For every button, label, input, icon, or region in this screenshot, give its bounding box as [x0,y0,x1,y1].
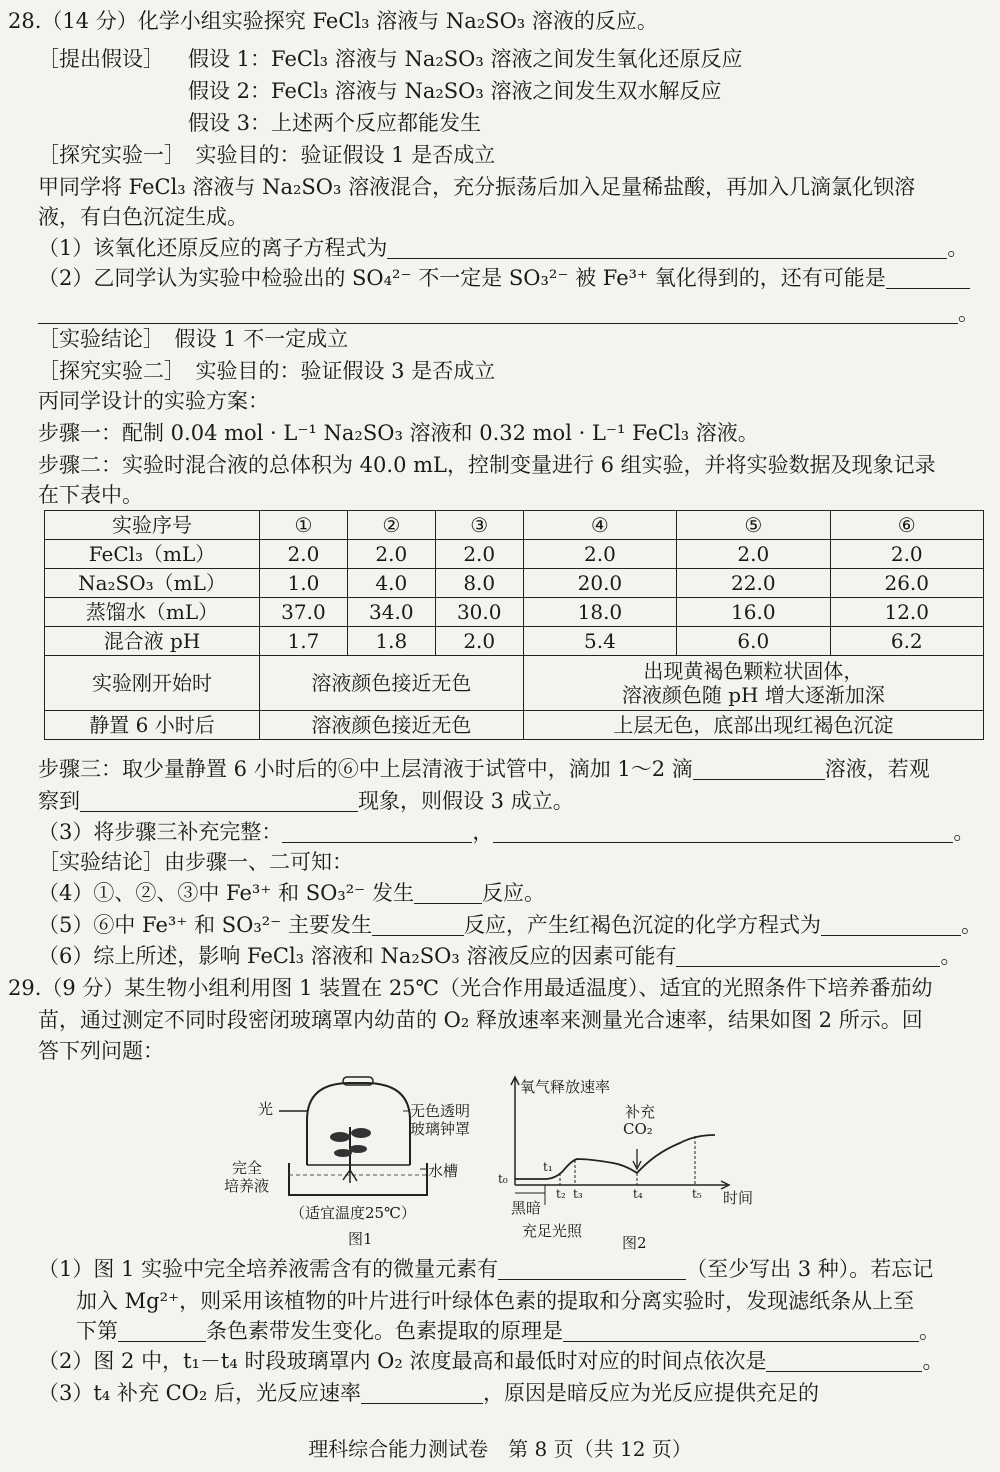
tick-t4: t₄ [633,1187,643,1201]
experiment-1-desc: 甲同学将 FeCl₃ 溶液与 Na₂SO₃ 溶液混合，充分振荡后加入足量稀盐酸，再加入几滴氯化钡溶 [38,175,916,199]
table-cell-line: 溶液颜色随 pH 增大逐渐加深 [621,683,885,707]
step-3-tail: 溶液，若观 [824,757,930,781]
answer-blank[interactable] [498,1257,686,1280]
rate-curve [545,1135,715,1179]
question-29-1 [38,1254,933,1284]
q28-title: 28.（14 分）化学小组实验探究 FeCl₃ 溶液与 Na₂SO₃ 溶液的反应。 [8,9,658,33]
question-28-5-text: （5）⑥中 Fe³⁺ 和 SO₃²⁻ 主要发生 [38,913,372,937]
table-header-cell: ④ [523,511,676,540]
table-cell: 实验刚开始时 [45,656,260,711]
table-header-cell: ③ [435,511,523,540]
conclusion-1: ［实验结论］ 假设 1 不一定成立 [38,327,349,351]
table-header-row [45,511,984,540]
step-3-cont [38,786,574,816]
hypothesis-label: ［提出假设］ [38,47,164,71]
question-28-5 [38,910,982,940]
tick-t5: t₅ [692,1187,702,1201]
table-cell: 蒸馏水（mL） [45,598,260,627]
label-nutrient-2: 培养液 [224,1177,270,1195]
table-cell: 静置 6 小时后 [45,711,260,740]
table-cell: 4.0 [347,569,435,598]
question-29-1-end-tail: 条色素带发生变化。色素提取的原理是 [206,1319,563,1343]
table-cell: 2.0 [347,540,435,569]
experiment-1-heading: ［探究实验一］ 实验目的：验证假设 1 是否成立 [38,143,496,167]
table-header-cell: 实验序号 [45,511,260,540]
question-28-4-tail: 反应。 [481,881,545,905]
question-28-3 [38,817,974,847]
q29-intro: 29.（9 分）某生物小组利用图 1 装置在 25℃（光合作用最适温度）、适宜的光照条件下培养番茄幼 [8,976,933,1000]
table-row [45,569,984,598]
plant-leaf [330,1132,350,1142]
question-29-2 [38,1346,943,1376]
question-28-6 [38,941,961,971]
label-supplement: 补充 [625,1103,656,1121]
table-row [45,627,984,656]
answer-blank[interactable] [693,757,825,780]
tick-t3: t₃ [573,1187,583,1201]
label-dome: 无色透明 [410,1102,471,1120]
table-cell: 18.0 [523,598,676,627]
hypothesis-2: 假设 2：FeCl₃ 溶液与 Na₂SO₃ 溶液之间发生双水解反应 [188,79,722,103]
plant-leaf [334,1149,352,1157]
answer-blank[interactable] [493,820,953,843]
table-cell: 6.2 [830,627,984,656]
experiment-1-desc-cont: 液，有白色沉淀生成。 [38,205,248,229]
question-28-4 [38,878,545,908]
question-28-2-text: （2）乙同学认为实验中检验出的 SO₄²⁻ 不一定是 SO₃²⁻ 被 Fe³⁺ 氧化得到的，还有可能是 [38,266,886,290]
question-29-1-text: （1）图 1 实验中完全培养液需含有的微量元素有 [38,1257,499,1281]
table-cell-line: 出现黄褐色颗粒状固体， [643,659,864,683]
plant-leaf [351,1128,371,1138]
table-cell: 混合液 pH [45,627,260,656]
label-light: 光 [258,1100,274,1118]
table-row [45,656,984,711]
question-28-3-text: （3）将步骤三补充完整： [38,820,283,844]
page-footer: 理科综合能力测试卷 第 8 页（共 12 页） [308,1437,692,1461]
question-29-1-tail: （至少写出 3 种）。若忘记 [686,1257,934,1281]
step-1: 步骤一：配制 0.04 mol · L⁻¹ Na₂SO₃ 溶液和 0.32 mol · L⁻¹ FeCl₃ 溶液。 [38,421,759,445]
table-cell: 22.0 [677,569,830,598]
period: 。 [940,944,962,968]
label-temperature: （适宜温度25℃） [290,1204,416,1222]
table-cell: 1.0 [260,569,348,598]
question-29-3-tail: ，原因是暗反应为光反应提供充足的 [482,1381,819,1405]
answer-blank[interactable] [387,236,947,259]
experiment-table [44,510,984,740]
plan-intro: 丙同学设计的实验方案： [38,389,269,413]
figure-2-caption: 图2 [622,1234,647,1252]
answer-blank[interactable] [372,913,464,936]
step-3-cont-head: 察到 [38,789,80,813]
table-cell: 溶液颜色接近无色 [260,656,524,711]
table-row [45,711,984,740]
label-nutrient: 完全 [232,1159,263,1177]
comma: ， [472,820,494,844]
answer-blank[interactable] [886,266,970,289]
hypothesis-1: 假设 1：FeCl₃ 溶液与 Na₂SO₃ 溶液之间发生氧化还原反应 [188,47,743,71]
plant-roots [343,1170,357,1183]
answer-blank[interactable] [766,1349,922,1372]
period: 。 [960,913,982,937]
question-29-1-end-head: 下第 [76,1319,118,1343]
answer-blank[interactable] [676,944,940,967]
table-cell: 2.0 [677,540,830,569]
question-28-2 [38,263,970,293]
step-2: 步骤二：实验时混合液的总体积为 40.0 mL，控制变量进行 6 组实验，并将实验数据及现象记录 [38,453,936,477]
answer-blank[interactable] [80,789,358,812]
step-3 [38,754,930,784]
table-header-cell: ② [347,511,435,540]
table-cell: 37.0 [260,598,348,627]
experiment-2-heading: ［探究实验二］ 实验目的：验证假设 3 是否成立 [38,359,496,383]
tick-t1: t₁ [543,1160,553,1174]
answer-blank[interactable] [821,913,961,936]
q29-intro-cont: 苗，通过测定不同时段密闭玻璃罩内幼苗的 O₂ 释放速率来测量光合速率，结果如图 2 所示。回 [38,1008,923,1032]
figure-1-caption: 图1 [348,1230,373,1248]
question-28-1 [38,233,968,263]
answer-blank[interactable] [118,1319,206,1342]
answer-blank[interactable] [361,1381,483,1404]
period: 。 [922,1349,944,1373]
table-header-cell: ① [260,511,348,540]
table-cell: 1.8 [347,627,435,656]
question-29-1-end [76,1316,940,1346]
table-header-cell: ⑥ [830,511,984,540]
table-cell: Na₂SO₃（mL） [45,569,260,598]
step-3-cont-tail: 现象，则假设 3 成立。 [358,789,574,813]
table-cell: FeCl₃（mL） [45,540,260,569]
question-28-1-text: （1）该氧化还原反应的离子方程式为 [38,236,388,260]
table-cell: 2.0 [435,540,523,569]
tick-t2: t₂ [556,1187,566,1201]
label-tank: 水槽 [428,1162,459,1180]
table-cell: 34.0 [347,598,435,627]
table-cell: 1.7 [260,627,348,656]
table-cell: 溶液颜色接近无色 [260,711,524,740]
table-cell: 2.0 [260,540,348,569]
table-row [45,540,984,569]
water-tank-shape [289,1163,427,1195]
table-cell: 16.0 [677,598,830,627]
question-29-2-text: （2）图 2 中，t₁－t₄ 时段玻璃罩内 O₂ 浓度最高和最低时对应的时间点依次是 [38,1349,767,1373]
table-row [45,598,984,627]
question-29-1-cont: 加入 Mg²⁺，则采用该植物的叶片进行叶绿体色素的提取和分离实验时，发现滤纸条从上至 [76,1289,915,1313]
table-cell: 5.4 [523,627,676,656]
question-28-5-tail: 反应，产生红褐色沉淀的化学方程式为 [463,913,821,937]
answer-blank[interactable] [282,820,472,843]
graph-x-label: 时间 [723,1189,754,1207]
table-cell: 20.0 [523,569,676,598]
graph-y-label: 氧气释放速率 [520,1078,611,1096]
tick-t0: t₀ [498,1172,508,1186]
question-28-6-text: （6）综上所述，影响 FeCl₃ 溶液和 Na₂SO₃ 溶液反应的因素可能有 [38,944,677,968]
plant-leaf [349,1145,367,1153]
table-cell: 12.0 [830,598,984,627]
question-29-3-text: （3）t₄ 补充 CO₂ 后，光反应速率 [38,1381,361,1405]
period: 。 [947,236,969,260]
label-co2: CO₂ [623,1120,653,1138]
table-cell: 2.0 [830,540,984,569]
step-3-text: 步骤三：取少量静置 6 小时后的⑥中上层清液于试管中，滴加 1～2 滴 [38,757,693,781]
table-cell [523,656,983,711]
table-cell: 30.0 [435,598,523,627]
answer-blank[interactable] [414,881,482,904]
table-cell: 上层无色，底部出现红褐色沉淀 [523,711,983,740]
conclusion-2: ［实验结论］由步骤一、二可知： [38,850,353,874]
answer-blank[interactable] [563,1319,919,1342]
table-cell: 6.0 [677,627,830,656]
period: 。 [958,301,979,325]
step-2-cont: 在下表中。 [38,483,143,507]
table-cell: 2.0 [435,627,523,656]
period: 。 [953,820,975,844]
q29-intro-end: 答下列问题： [38,1039,164,1063]
hypothesis-3: 假设 3：上述两个反应都能发生 [188,111,482,135]
period: 。 [919,1319,940,1343]
table-cell: 8.0 [435,569,523,598]
answer-blank[interactable] [38,301,958,324]
table-cell: 26.0 [830,569,984,598]
table-header-cell: ⑤ [677,511,830,540]
label-full-light: 充足光照 [522,1222,583,1240]
label-dark: 黑暗 [511,1199,542,1217]
table-cell: 2.0 [523,540,676,569]
question-29-3 [38,1378,819,1408]
label-dome-2: 玻璃钟罩 [410,1120,471,1138]
question-28-4-text: （4）①、②、③中 Fe³⁺ 和 SO₃²⁻ 发生 [38,881,414,905]
